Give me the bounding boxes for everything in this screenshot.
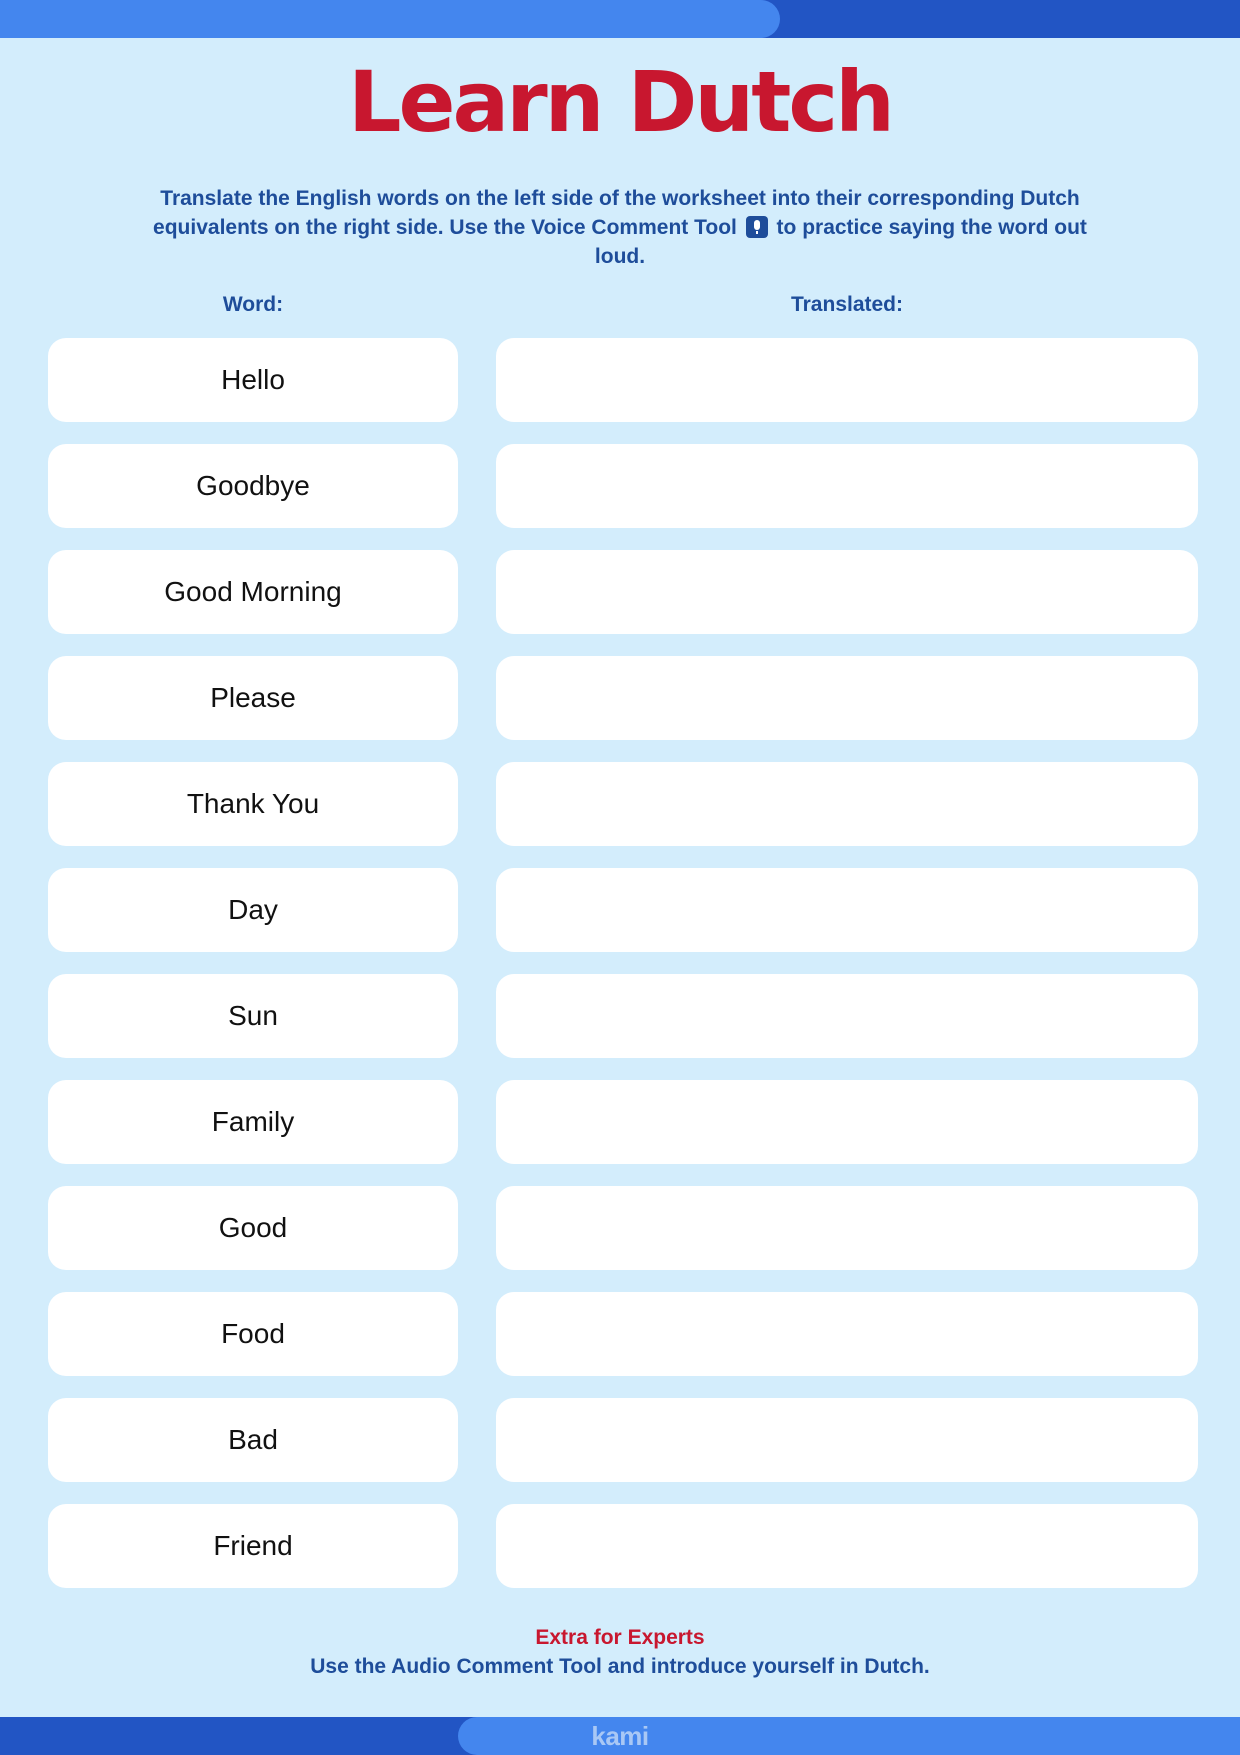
translation-field[interactable] <box>496 550 1198 634</box>
word-box: Food <box>48 1292 458 1376</box>
translation-field[interactable] <box>496 974 1198 1058</box>
translation-field[interactable] <box>496 1504 1198 1588</box>
worksheet-row <box>48 1504 1198 1588</box>
translation-field[interactable] <box>496 444 1198 528</box>
word-box: Day <box>48 868 458 952</box>
worksheet-row <box>48 444 1198 528</box>
word-box: Good Morning <box>48 550 458 634</box>
translation-field[interactable] <box>496 1080 1198 1164</box>
word-box: Good <box>48 1186 458 1270</box>
translation-field[interactable] <box>496 762 1198 846</box>
instructions-text-end: to practice saying the word out loud. <box>594 216 1087 268</box>
word-box: Bad <box>48 1398 458 1482</box>
translation-field[interactable] <box>496 868 1198 952</box>
worksheet-row <box>48 1398 1198 1482</box>
worksheet-row <box>48 1292 1198 1376</box>
word-box: Family <box>48 1080 458 1164</box>
instructions <box>150 184 1090 271</box>
kami-logo: kami <box>591 1721 649 1751</box>
translation-field[interactable] <box>496 338 1198 422</box>
word-column-header: Word: <box>222 293 284 316</box>
top-banner-accent <box>0 0 780 38</box>
translation-field[interactable] <box>496 1398 1198 1482</box>
extra-for-experts-title: Extra for Experts <box>535 1626 705 1649</box>
word-box: Goodbye <box>48 444 458 528</box>
worksheet-row <box>48 974 1198 1058</box>
word-box: Please <box>48 656 458 740</box>
worksheet-row <box>48 656 1198 740</box>
translated-column-header: Translated: <box>790 293 904 316</box>
word-box: Thank You <box>48 762 458 846</box>
extra-for-experts-text: Use the Audio Comment Tool and introduce yourself in Dutch. <box>310 1655 930 1678</box>
word-box: Hello <box>48 338 458 422</box>
worksheet-row <box>48 1186 1198 1270</box>
page-title: Learn Dutch <box>348 53 892 151</box>
worksheet-row <box>48 868 1198 952</box>
translation-field[interactable] <box>496 656 1198 740</box>
worksheet-rows <box>48 338 1198 1610</box>
word-box: Sun <box>48 974 458 1058</box>
worksheet-row <box>48 1080 1198 1164</box>
worksheet-row <box>48 338 1198 422</box>
worksheet-row <box>48 762 1198 846</box>
top-banner <box>0 0 1240 38</box>
microphone-icon <box>746 216 768 238</box>
translation-field[interactable] <box>496 1292 1198 1376</box>
worksheet-row <box>48 550 1198 634</box>
instructions-text-start: Translate the English words on the left side of the worksheet into their corresponding Dutch equivalents on the right side. Use the Voice Comment Tool <box>153 187 1080 239</box>
word-box: Friend <box>48 1504 458 1588</box>
translation-field[interactable] <box>496 1186 1198 1270</box>
